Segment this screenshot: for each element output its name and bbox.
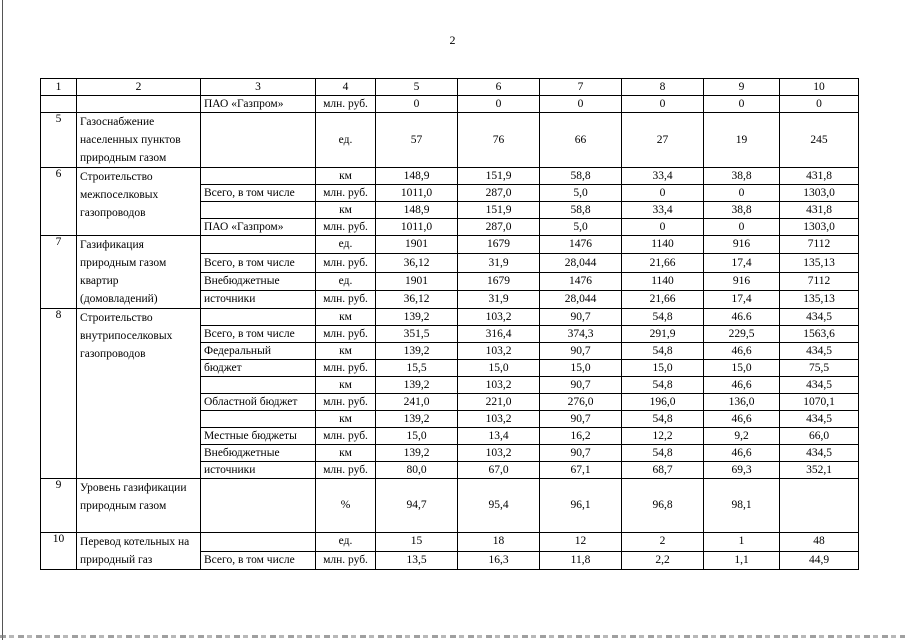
value-cell: 90,7: [540, 343, 622, 360]
row-number-cell: 10: [41, 533, 77, 570]
value-cell: 90,7: [540, 377, 622, 394]
header-cell: 6: [458, 79, 540, 96]
value-cell: 1011,0: [376, 219, 458, 236]
value-cell: 76: [458, 113, 540, 168]
header-cell: 7: [540, 79, 622, 96]
value-cell: 352,1: [780, 462, 859, 479]
activity-name-cell: Строительство межпоселковых газопроводов: [77, 168, 201, 236]
funding-source-cell: [201, 479, 316, 533]
table-row: [41, 113, 859, 168]
value-cell: 1: [704, 533, 780, 552]
value-cell: 67,0: [458, 462, 540, 479]
value-cell: 46.6: [704, 309, 780, 326]
value-cell: 374,3: [540, 326, 622, 343]
unit-cell: ед.: [316, 236, 376, 254]
funding-source-cell: источники: [201, 462, 316, 479]
value-cell: 12,2: [622, 428, 704, 445]
value-cell: 139,2: [376, 377, 458, 394]
funding-source-cell: бюджет: [201, 360, 316, 377]
header-cell: 10: [780, 79, 859, 96]
value-cell: 95,4: [458, 479, 540, 533]
value-cell: 7112: [780, 236, 859, 254]
value-cell: 0: [540, 96, 622, 113]
value-cell: 434,5: [780, 309, 859, 326]
value-cell: 21,66: [622, 290, 704, 308]
value-cell: 46,6: [704, 343, 780, 360]
value-cell: 5,0: [540, 219, 622, 236]
value-cell: 1901: [376, 272, 458, 290]
value-cell: 15,0: [376, 428, 458, 445]
value-cell: 287,0: [458, 219, 540, 236]
value-cell: 38,8: [704, 202, 780, 219]
unit-cell: км: [316, 309, 376, 326]
funding-source-cell: Областной бюджет: [201, 394, 316, 411]
value-cell: 0: [376, 96, 458, 113]
value-cell: 46,6: [704, 377, 780, 394]
value-cell: 94,7: [376, 479, 458, 533]
value-cell: 75,5: [780, 360, 859, 377]
unit-cell: км: [316, 445, 376, 462]
table-row: [41, 168, 859, 185]
value-cell: 139,2: [376, 411, 458, 428]
value-cell: 15,0: [458, 360, 540, 377]
value-cell: 54,8: [622, 411, 704, 428]
value-cell: 148,9: [376, 168, 458, 185]
value-cell: 57: [376, 113, 458, 168]
activity-name-cell: Перевод котельных на природный газ: [77, 533, 201, 570]
value-cell: 316,4: [458, 326, 540, 343]
activity-name-cell: Газификация природным газом квартир (домовладений): [77, 236, 201, 309]
value-cell: 5,0: [540, 185, 622, 202]
funding-source-cell: [201, 411, 316, 428]
value-cell: 431,8: [780, 202, 859, 219]
value-cell: 434,5: [780, 411, 859, 428]
row-number-cell: 6: [41, 168, 77, 236]
row-number-cell: 9: [41, 479, 77, 533]
funding-source-cell: [201, 168, 316, 185]
value-cell: 135,13: [780, 290, 859, 308]
value-cell: 1303,0: [780, 185, 859, 202]
activity-name-cell: Газоснабжение населенных пунктов природным газом: [77, 113, 201, 168]
value-cell: 15,5: [376, 360, 458, 377]
value-cell: 36,12: [376, 290, 458, 308]
value-cell: 44,9: [780, 551, 859, 570]
unit-cell: км: [316, 343, 376, 360]
unit-cell: ед.: [316, 113, 376, 168]
unit-cell: км: [316, 202, 376, 219]
funding-source-cell: Внебюджетные: [201, 272, 316, 290]
value-cell: 287,0: [458, 185, 540, 202]
page-number: 2: [449, 33, 456, 47]
value-cell: 17,4: [704, 254, 780, 272]
row-number-cell: [41, 96, 77, 113]
value-cell: 221,0: [458, 394, 540, 411]
activity-name-cell: Строительство внутрипоселковых газопроводов: [77, 309, 201, 479]
scan-artifact-strip: [0, 635, 905, 638]
funding-source-cell: [201, 113, 316, 168]
value-cell: 103,2: [458, 411, 540, 428]
unit-cell: млн. руб.: [316, 462, 376, 479]
value-cell: 66: [540, 113, 622, 168]
table-row: [41, 236, 859, 254]
header-cell: 9: [704, 79, 780, 96]
row-number-cell: 7: [41, 236, 77, 309]
value-cell: 1476: [540, 236, 622, 254]
value-cell: 291,9: [622, 326, 704, 343]
unit-cell: млн. руб.: [316, 326, 376, 343]
funding-source-cell: [201, 236, 316, 254]
header-cell: 2: [77, 79, 201, 96]
value-cell: 12: [540, 533, 622, 552]
unit-cell: млн. руб.: [316, 360, 376, 377]
value-cell: 48: [780, 533, 859, 552]
value-cell: 103,2: [458, 309, 540, 326]
value-cell: 28,044: [540, 254, 622, 272]
value-cell: 1563,6: [780, 326, 859, 343]
value-cell: 36,12: [376, 254, 458, 272]
value-cell: 67,1: [540, 462, 622, 479]
funding-source-cell: [201, 533, 316, 552]
funding-source-cell: ПАО «Газпром»: [201, 219, 316, 236]
value-cell: 38,8: [704, 168, 780, 185]
activity-name-cell: Уровень газификации природным газом: [77, 479, 201, 533]
value-cell: 0: [622, 185, 704, 202]
value-cell: 0: [458, 96, 540, 113]
value-cell: 16,3: [458, 551, 540, 570]
value-cell: 241,0: [376, 394, 458, 411]
value-cell: 28,044: [540, 290, 622, 308]
value-cell: 1140: [622, 236, 704, 254]
value-cell: 351,5: [376, 326, 458, 343]
value-cell: 1070,1: [780, 394, 859, 411]
value-cell: 245: [780, 113, 859, 168]
unit-cell: км: [316, 168, 376, 185]
row-number-cell: 8: [41, 309, 77, 479]
value-cell: 33,4: [622, 168, 704, 185]
funding-source-cell: [201, 309, 316, 326]
funding-source-cell: [201, 202, 316, 219]
funding-source-cell: Внебюджетные: [201, 445, 316, 462]
value-cell: 15: [376, 533, 458, 552]
value-cell: 54,8: [622, 377, 704, 394]
page-left-edge: [2, 0, 3, 640]
value-cell: 1901: [376, 236, 458, 254]
value-cell: 151,9: [458, 168, 540, 185]
value-cell: 135,13: [780, 254, 859, 272]
value-cell: 276,0: [540, 394, 622, 411]
value-cell: 58,8: [540, 202, 622, 219]
unit-cell: млн. руб.: [316, 290, 376, 308]
value-cell: 31,9: [458, 254, 540, 272]
funding-source-cell: Федеральный: [201, 343, 316, 360]
value-cell: 54,8: [622, 343, 704, 360]
value-cell: 151,9: [458, 202, 540, 219]
funding-source-cell: Местные бюджеты: [201, 428, 316, 445]
value-cell: 21,66: [622, 254, 704, 272]
value-cell: 7112: [780, 272, 859, 290]
funding-source-cell: Всего, в том числе: [201, 185, 316, 202]
header-cell: 4: [316, 79, 376, 96]
value-cell: 98,1: [704, 479, 780, 533]
value-cell: 46,6: [704, 411, 780, 428]
value-cell: [780, 479, 859, 533]
funding-source-cell: Всего, в том числе: [201, 551, 316, 570]
value-cell: 1011,0: [376, 185, 458, 202]
table-row: [41, 479, 859, 533]
value-cell: 33,4: [622, 202, 704, 219]
funding-source-cell: ПАО «Газпром»: [201, 96, 316, 113]
value-cell: 139,2: [376, 309, 458, 326]
table-row: [41, 96, 859, 113]
gasification-table: [40, 78, 859, 570]
value-cell: 1679: [458, 236, 540, 254]
funding-source-cell: Всего, в том числе: [201, 326, 316, 343]
table-row: [41, 309, 859, 326]
unit-cell: млн. руб.: [316, 394, 376, 411]
unit-cell: млн. руб.: [316, 254, 376, 272]
value-cell: 139,2: [376, 445, 458, 462]
value-cell: 2: [622, 533, 704, 552]
value-cell: 80,0: [376, 462, 458, 479]
unit-cell: ед.: [316, 272, 376, 290]
activity-name-cell: [77, 96, 201, 113]
value-cell: 1476: [540, 272, 622, 290]
value-cell: 54,8: [622, 309, 704, 326]
value-cell: 229,5: [704, 326, 780, 343]
unit-cell: млн. руб.: [316, 185, 376, 202]
value-cell: 11,8: [540, 551, 622, 570]
value-cell: 434,5: [780, 343, 859, 360]
value-cell: 68,7: [622, 462, 704, 479]
header-cell: 1: [41, 79, 77, 96]
value-cell: 196,0: [622, 394, 704, 411]
value-cell: 13,4: [458, 428, 540, 445]
unit-cell: км: [316, 377, 376, 394]
value-cell: 27: [622, 113, 704, 168]
value-cell: 0: [622, 96, 704, 113]
value-cell: 15,0: [704, 360, 780, 377]
header-cell: 5: [376, 79, 458, 96]
value-cell: 916: [704, 236, 780, 254]
unit-cell: ед.: [316, 533, 376, 552]
value-cell: 0: [622, 219, 704, 236]
funding-source-cell: [201, 377, 316, 394]
value-cell: 17,4: [704, 290, 780, 308]
value-cell: 46,6: [704, 445, 780, 462]
value-cell: 66,0: [780, 428, 859, 445]
value-cell: 16,2: [540, 428, 622, 445]
value-cell: 90,7: [540, 411, 622, 428]
unit-cell: млн. руб.: [316, 551, 376, 570]
value-cell: 2,2: [622, 551, 704, 570]
value-cell: 54,8: [622, 445, 704, 462]
unit-cell: км: [316, 411, 376, 428]
value-cell: 1679: [458, 272, 540, 290]
value-cell: 103,2: [458, 343, 540, 360]
value-cell: 31,9: [458, 290, 540, 308]
value-cell: 0: [704, 219, 780, 236]
value-cell: 69,3: [704, 462, 780, 479]
value-cell: 96,8: [622, 479, 704, 533]
value-cell: 434,5: [780, 445, 859, 462]
unit-cell: млн. руб.: [316, 96, 376, 113]
value-cell: 1,1: [704, 551, 780, 570]
value-cell: 0: [780, 96, 859, 113]
value-cell: 1303,0: [780, 219, 859, 236]
value-cell: 19: [704, 113, 780, 168]
value-cell: 431,8: [780, 168, 859, 185]
value-cell: 916: [704, 272, 780, 290]
value-cell: 136,0: [704, 394, 780, 411]
funding-source-cell: источники: [201, 290, 316, 308]
value-cell: 96,1: [540, 479, 622, 533]
value-cell: 148,9: [376, 202, 458, 219]
value-cell: 18: [458, 533, 540, 552]
value-cell: 434,5: [780, 377, 859, 394]
value-cell: 0: [704, 185, 780, 202]
value-cell: 0: [704, 96, 780, 113]
value-cell: 139,2: [376, 343, 458, 360]
value-cell: 15,0: [622, 360, 704, 377]
header-row: [41, 79, 859, 96]
value-cell: 1140: [622, 272, 704, 290]
unit-cell: млн. руб.: [316, 428, 376, 445]
value-cell: 9,2: [704, 428, 780, 445]
table-row: [41, 533, 859, 552]
header-cell: 8: [622, 79, 704, 96]
value-cell: 90,7: [540, 445, 622, 462]
value-cell: 13,5: [376, 551, 458, 570]
value-cell: 103,2: [458, 445, 540, 462]
unit-cell: млн. руб.: [316, 219, 376, 236]
value-cell: 103,2: [458, 377, 540, 394]
row-number-cell: 5: [41, 113, 77, 168]
value-cell: 15,0: [540, 360, 622, 377]
value-cell: 58,8: [540, 168, 622, 185]
header-cell: 3: [201, 79, 316, 96]
value-cell: 90,7: [540, 309, 622, 326]
unit-cell: %: [316, 479, 376, 533]
funding-source-cell: Всего, в том числе: [201, 254, 316, 272]
